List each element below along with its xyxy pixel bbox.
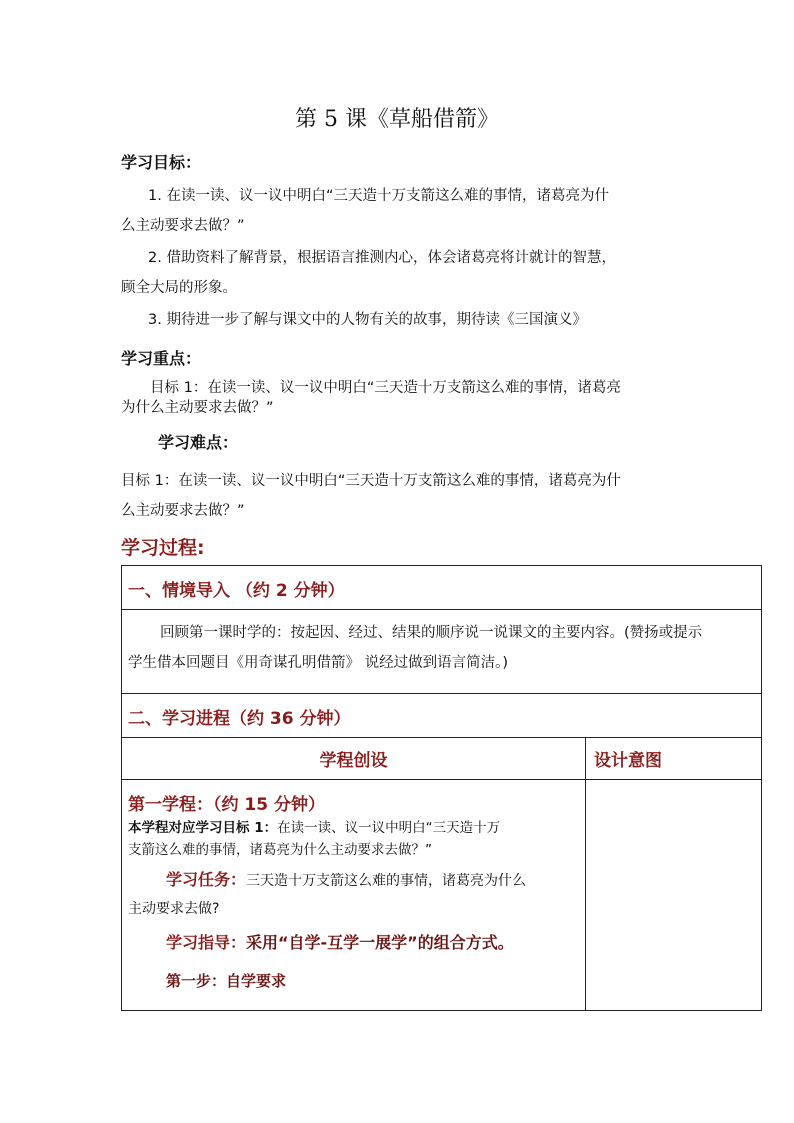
column-header-row [122, 738, 762, 780]
section-1-line-1: 回顾第一课时学的：按起因、经过、结果的顺序说一说课文的主要内容。(赞扬或提示 [160, 625, 703, 641]
keypoint-heading: 学习重点： [121, 349, 202, 368]
process-heading: 学习过程: [121, 537, 205, 559]
column-header-intent: 设计意图 [586, 738, 762, 780]
stage-1-guide [128, 929, 581, 957]
objective-2-line-2: 顾全大局的形象。 [121, 280, 237, 296]
stage-1-guide-label: 学习指导： [166, 933, 247, 952]
stage-1-task-text: 三天造十万支箭这么难的事情，诸葛亮为什么 [246, 873, 527, 889]
section-1-title: 一、情境导入 （约 2 分钟） [122, 566, 762, 610]
difficulty-line-1: 目标 1：在读一读、议一议中明白“三天造十万支箭这么难的事情，诸葛亮为什 [121, 473, 621, 489]
section-1-title-row [122, 566, 762, 610]
stage-1-intent-cell [586, 780, 762, 1011]
section-2-title: 二、学习进程（约 36 分钟） [122, 694, 762, 738]
stage-1-cell [122, 780, 586, 1011]
objective-2-line-1: 2. 借助资料了解背景，根据语言推测内心，体会诸葛亮将计就计的智慧， [148, 250, 616, 266]
stage-1-task-line-2: 主动要求去做? [128, 901, 220, 917]
keypoint-line-2: 为什么主动要求去做？” [121, 400, 274, 416]
page-title: 第 5 课《草船借箭》 [295, 107, 499, 132]
column-header-process: 学程创设 [122, 738, 586, 780]
section-2-title-row [122, 694, 762, 738]
stage-1-target-label: 本学程对应学习目标 1： [128, 820, 278, 836]
stage-1-task-line-1 [128, 866, 581, 895]
stage-1-title: 第一学程：（约 15 分钟） [128, 795, 325, 815]
objective-1-line-2: 么主动要求去做？” [121, 218, 245, 234]
stage-1-step-1: 第一步：自学要求 [166, 972, 287, 990]
stage-1-guide-text: 采用“自学-互学一展学”的组合方式。 [246, 933, 514, 952]
stage-1-task-label: 学习任务： [166, 870, 247, 889]
objective-1-line-1: 1. 在读一读、议一议中明白“三天造十万支箭这么难的事情，诸葛亮为什 [148, 188, 609, 204]
stage-1-row [122, 780, 762, 1011]
process-table [121, 565, 762, 1011]
stage-1-target-line-2: 支箭这么难的事情，诸葛亮为什么主动要求去做？” [128, 842, 432, 858]
objective-3: 3. 期待进一步了解与课文中的人物有关的故事，期待读《三国演义》 [148, 312, 587, 328]
stage-1-target-line-1 [128, 817, 581, 839]
stage-1-target-text: 在读一读、议一议中明白“三天造十万 [277, 820, 501, 836]
keypoint-line-1: 目标 1：在读一读、议一议中明白“三天造十万支箭这么难的事情，诸葛亮 [150, 380, 621, 396]
difficulty-line-2: 么主动要求去做？” [121, 503, 245, 519]
objectives-heading: 学习目标： [121, 153, 202, 172]
section-1-line-2: 学生借本回题目《用奇谋孔明借箭》 说经过做到语言简洁。) [128, 655, 509, 671]
section-1-body-row [122, 610, 762, 694]
difficulty-heading: 学习难点： [158, 433, 239, 452]
